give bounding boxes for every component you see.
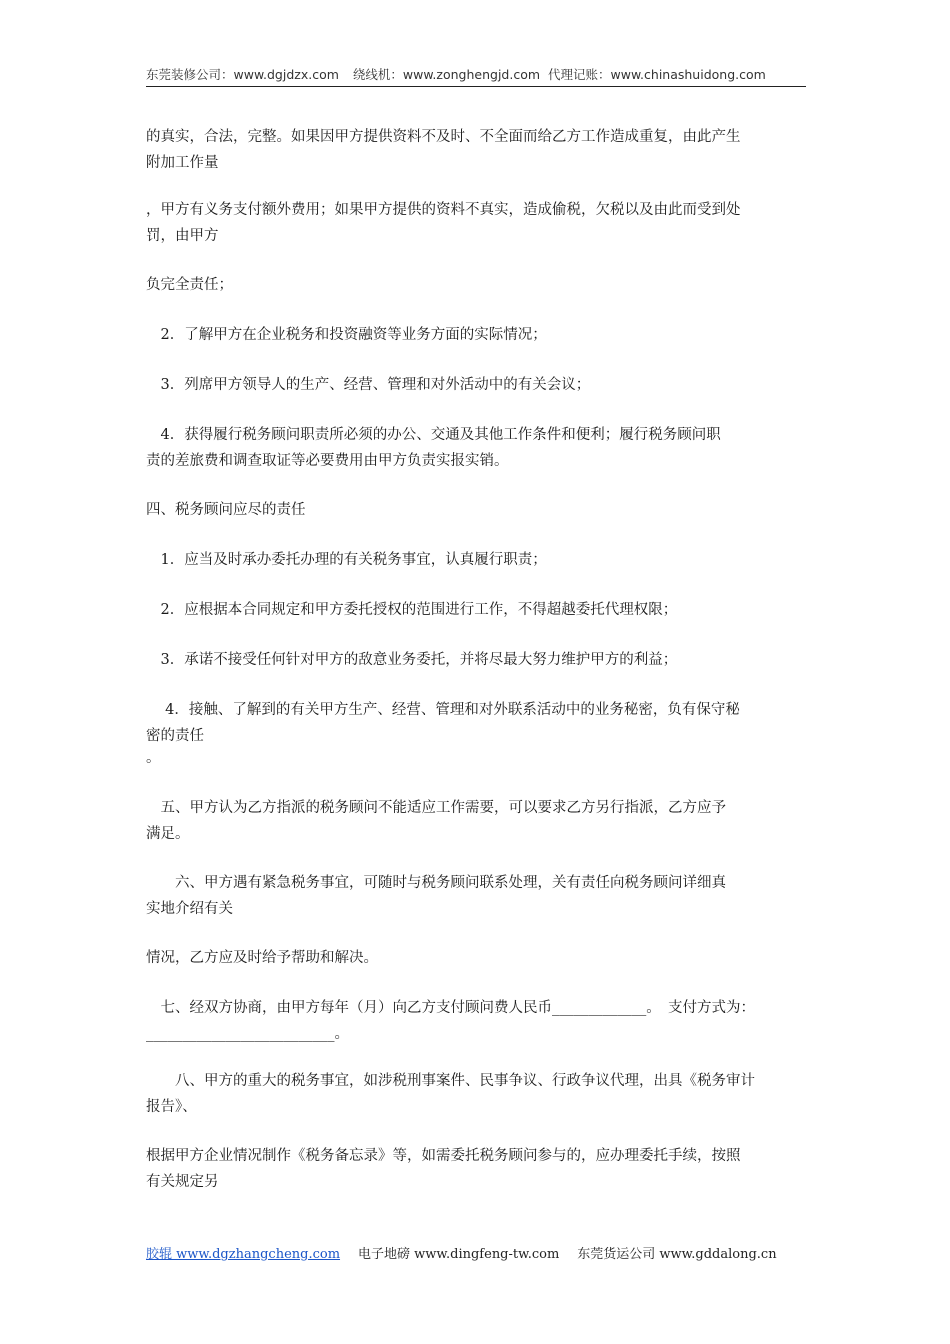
text-line: 报告》、 xyxy=(146,1099,197,1115)
page-footer xyxy=(146,1246,777,1264)
text-line: 4．获得履行税务顾问职责所必须的办公、交通及其他工作条件和便利；履行税务顾问职 xyxy=(146,427,721,443)
text-line: 3．列席甲方领导人的生产、经营、管理和对外活动中的有关会议； xyxy=(146,377,591,393)
paragraph-9 xyxy=(146,597,808,623)
text-line: 2．了解甲方在企业税务和投资融资等业务方面的实际情况； xyxy=(146,327,547,343)
footer-link-rubber-roller[interactable]: 胶辊 www.dgzhangcheng.com xyxy=(146,1247,341,1262)
paragraph-16 xyxy=(146,1068,808,1120)
header-link-winding-machine[interactable]: 绕线机：www.zonghengjd.com xyxy=(352,67,541,82)
text-line: __________________________。 xyxy=(146,1026,349,1042)
text-line: 四、税务顾问应尽的责任 xyxy=(146,502,306,518)
paragraph-6 xyxy=(146,422,808,474)
paragraph-2 xyxy=(146,197,808,249)
text-line: 2．应根据本合同规定和甲方委托授权的范围进行工作，不得超越委托代理权限； xyxy=(146,602,678,618)
text-line: 附加工作量 xyxy=(146,155,219,171)
text-line: 1．应当及时承办委托办理的有关税务事宜，认真履行职责； xyxy=(146,552,547,568)
paragraph-4 xyxy=(146,322,808,348)
paragraph-13 xyxy=(146,870,808,922)
paragraph-8 xyxy=(146,547,808,573)
text-line: 根据甲方企业情况制作《税务备忘录》等，如需委托税务顾问参与的，应办理委托手续，按照 xyxy=(146,1148,741,1164)
text-line: ，甲方有义务支付额外费用；如果甲方提供的资料不真实，造成偷税，欠税以及由此而受到处 xyxy=(146,202,741,218)
page-header xyxy=(146,66,806,87)
paragraph-3 xyxy=(146,272,808,298)
text-line: 六、甲方遇有紧急税务事宜，可随时与税务顾问联系处理，关有责任向税务顾问详细真 xyxy=(146,875,726,891)
text-line: 4．接触、了解到的有关甲方生产、经营、管理和对外联系活动中的业务秘密，负有保守秘 xyxy=(146,702,740,718)
paragraph-12 xyxy=(146,795,808,847)
header-link-decoration[interactable]: 东莞装修公司：www.dgjdzx.com xyxy=(146,67,339,82)
text-line: 负完全责任； xyxy=(146,277,233,293)
header-link-bookkeeping[interactable]: 代理记账：www.chinashuidong.com xyxy=(548,67,766,82)
text-line: 密的责任 xyxy=(146,728,204,744)
paragraph-14 xyxy=(146,945,808,971)
text-line: 八、甲方的重大的税务事宜，如涉税刑事案件、民事争议、行政争议代理，出具《税务审计 xyxy=(146,1073,755,1089)
text-line: 。 xyxy=(146,750,161,766)
text-line: 实地介绍有关 xyxy=(146,901,233,917)
footer-link-scale[interactable]: 电子地磅 www.dingfeng-tw.com xyxy=(358,1247,560,1262)
paragraph-1 xyxy=(146,124,808,176)
text-line: 五、甲方认为乙方指派的税务顾问不能适应工作需要，可以要求乙方另行指派，乙方应予 xyxy=(146,800,726,816)
paragraph-15 xyxy=(146,995,816,1047)
text-line: 情况，乙方应及时给予帮助和解决。 xyxy=(146,950,378,966)
paragraph-10 xyxy=(146,647,808,673)
paragraph-17 xyxy=(146,1143,808,1195)
text-line: 罚，由甲方 xyxy=(146,228,219,244)
paragraph-5 xyxy=(146,372,808,398)
text-line: 的真实，合法，完整。如果因甲方提供资料不及时、不全面而给乙方工作造成重复，由此产生 xyxy=(146,129,741,145)
text-line: 满足。 xyxy=(146,826,190,842)
text-line: 七、经双方协商，由甲方每年（月）向乙方支付顾问费人民币_____________。 支付方式为： xyxy=(146,1000,755,1016)
text-line: 责的差旅费和调查取证等必要费用由甲方负责实报实销。 xyxy=(146,453,509,469)
footer-link-logistics[interactable]: 东莞货运公司 www.gddalong.cn xyxy=(577,1247,777,1262)
paragraph-11 xyxy=(146,697,808,767)
text-line: 3．承诺不接受任何针对甲方的敌意业务委托，并将尽最大努力维护甲方的利益； xyxy=(146,652,678,668)
text-line: 有关规定另 xyxy=(146,1174,219,1190)
section-heading-4 xyxy=(146,497,808,523)
